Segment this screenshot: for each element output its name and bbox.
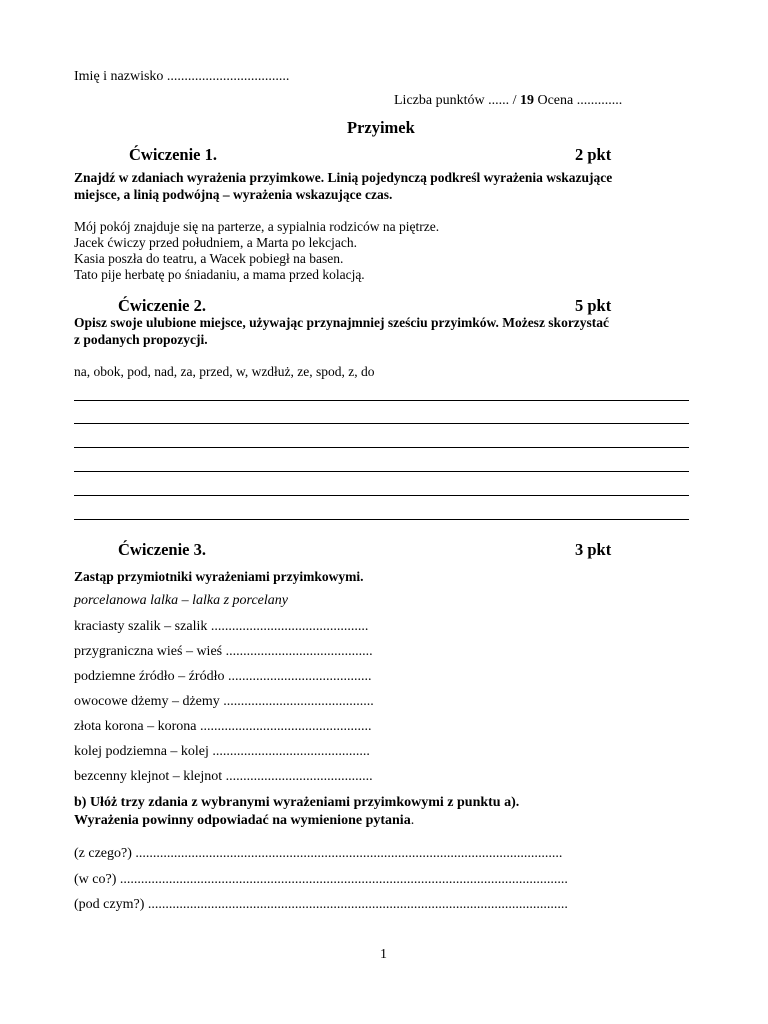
ex2-instruction-line-1: Opisz swoje ulubione miejsce, używając przynajmniej sześciu przyimków. Możesz skorzystać [74, 315, 610, 330]
score-max: 19 [519, 93, 534, 108]
ex3-item: owocowe dżemy – dżemy ........................................... [74, 694, 374, 709]
ex1-points: 2 pkt [575, 145, 612, 164]
ex3-part-b-text: Wyrażenia powinny odpowiadać na wymienione pytania [74, 813, 411, 828]
question-line-w-co: (w co?) ................................................................................................................................ [74, 872, 568, 887]
ex3-item: bezcenny klejnot – klejnot .......................................... [74, 769, 373, 784]
ex2-points: 5 pkt [575, 296, 612, 315]
ex1-instruction-line-1: Znajdź w zdaniach wyrażenia przyimkowe. Linią pojedynczą podkreśl wyrażenia wskazujące [74, 170, 613, 185]
question-line-pod-czym: (pod czym?) ........................................................................................................................ [74, 897, 568, 912]
ex3-part-b-period: . [410, 813, 415, 828]
name-field-line: Imię i nazwisko ................................... [74, 69, 290, 84]
ex3-part-b-line-2 [74, 813, 414, 829]
ex3-part-b-line-1: b) Ułóż trzy zdania z wybranymi wyrażeniami przyimkowymi z punktu a). [74, 795, 520, 810]
writing-line[interactable] [74, 471, 689, 472]
ex2-instruction-line-2: z podanych propozycji. [74, 332, 208, 347]
ex3-item: kolej podziemna – kolej ............................................. [74, 744, 370, 759]
ex3-item: podziemne źródło – źródło ......................................... [74, 669, 372, 684]
ex1-sentence: Jacek ćwiczy przed południem, a Marta po lekcjach. [74, 235, 357, 250]
ex1-sentence: Mój pokój znajduje się na parterze, a sypialnia rodziców na piętrze. [74, 219, 440, 234]
ex3-heading: Ćwiczenie 3. [118, 540, 206, 559]
score-prefix: Liczba punktów ...... / [394, 93, 520, 108]
page-title: Przyimek [347, 118, 415, 137]
ex2-heading: Ćwiczenie 2. [118, 296, 206, 315]
ex2-word-list: na, obok, pod, nad, za, przed, w, wzdłuż, ze, spod, z, do [74, 364, 375, 379]
ex1-sentence: Tato pije herbatę po śniadaniu, a mama przed kolacją. [74, 267, 365, 282]
question-line-z-czego: (z czego?) .......................................................................................................................... [74, 846, 563, 861]
ex3-item: przygraniczna wieś – wieś .......................................... [74, 644, 373, 659]
writing-line[interactable] [74, 400, 689, 401]
ex3-example: porcelanowa lalka – lalka z porcelany [74, 593, 288, 608]
ex3-item: złota korona – korona ................................................. [74, 719, 372, 734]
writing-line[interactable] [74, 495, 689, 496]
ex1-sentence: Kasia poszła do teatru, a Wacek pobiegł na basen. [74, 251, 344, 266]
ex1-heading: Ćwiczenie 1. [129, 145, 217, 164]
page-number: 1 [380, 947, 387, 962]
ex3-points: 3 pkt [575, 540, 612, 559]
score-line [394, 93, 622, 109]
writing-line[interactable] [74, 519, 689, 520]
writing-line[interactable] [74, 447, 689, 448]
writing-line[interactable] [74, 423, 689, 424]
ex1-instruction-line-2: miejsce, a linią podwójną – wyrażenia wskazujące czas. [74, 187, 393, 202]
score-suffix: Ocena ............. [533, 93, 623, 108]
ex3-item: kraciasty szalik – szalik ............................................. [74, 619, 369, 634]
ex3-instruction: Zastąp przymiotniki wyrażeniami przyimkowymi. [74, 569, 364, 584]
